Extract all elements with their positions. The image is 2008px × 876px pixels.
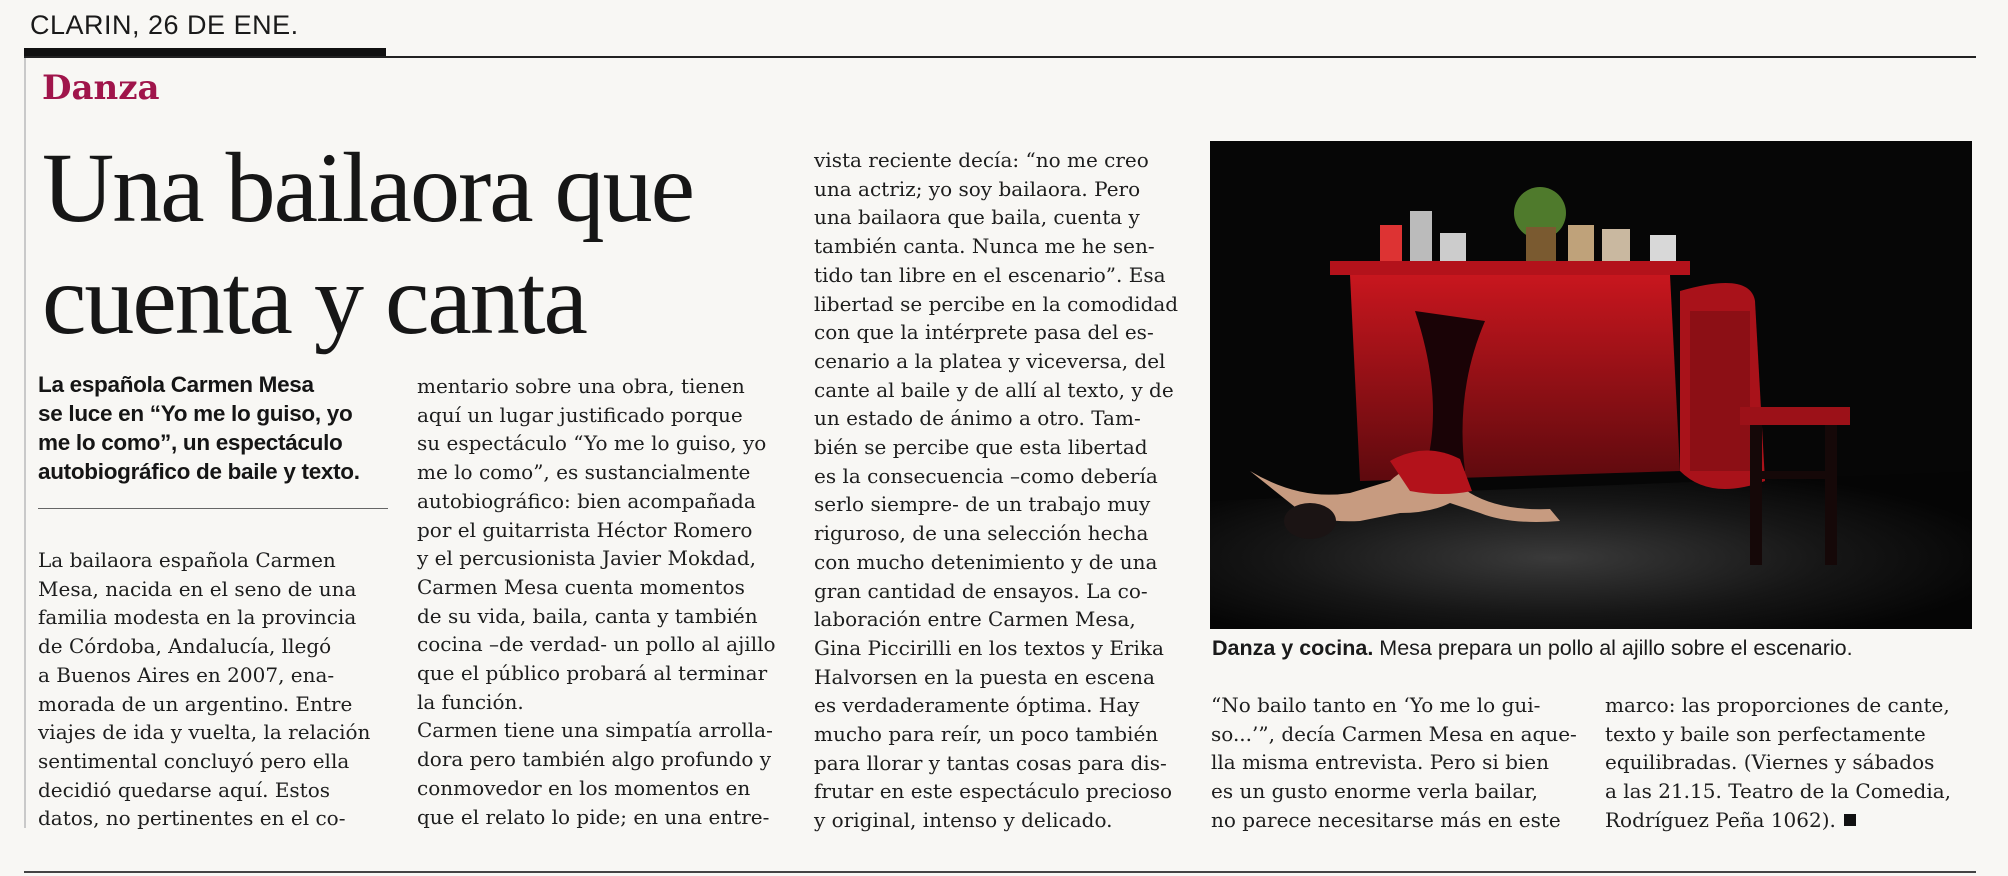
table-cloth (1350, 275, 1680, 481)
body-line: La bailaora española Carmen (38, 548, 336, 572)
body-line: riguroso, de una selección hecha (814, 521, 1149, 546)
caption-lead: Danza y cocina. (1212, 636, 1374, 660)
body-line: la función. (417, 689, 524, 714)
body-line: so...’”, decía Carmen Mesa en aque- (1211, 721, 1577, 746)
body-line: familia modesta en la provincia (38, 605, 357, 630)
subhead-divider (38, 508, 388, 509)
body-line: equilibradas. (Viernes y sábados (1605, 750, 1935, 775)
body-line: cante al baile y de allí al texto, y de (814, 377, 1174, 402)
end-mark-icon (1844, 814, 1856, 826)
body-column-2 (417, 372, 776, 831)
body-line: gran cantidad de ensayos. La co- (814, 578, 1148, 603)
body-line: por el guitarrista Héctor Romero (417, 517, 753, 542)
body-line: cocina –de verdad- un pollo al ajillo (417, 632, 776, 657)
body-line: Gina Piccirilli en los textos y Erika (814, 635, 1164, 660)
photo-caption (1212, 636, 1972, 661)
body-line: dora pero también algo profundo y (417, 747, 772, 772)
body-column-3 (814, 146, 1178, 835)
body-line: me lo como”, es sustancialmente (417, 460, 751, 485)
body-line: lla misma entrevista. Pero si bien (1211, 750, 1550, 775)
body-line: a Buenos Aires en 2007, ena- (38, 662, 335, 687)
headline (42, 132, 782, 356)
body-line: a las 21.15. Teatro de la Comedia, (1605, 779, 1952, 804)
body-line: cenario a la platea y viceversa, del (814, 348, 1166, 373)
body-line: frutar en este espectáculo precioso (814, 779, 1173, 804)
body-line: no parece necesitarse más en este (1211, 807, 1561, 832)
body-line: es la consecuencia –como debería (814, 463, 1158, 488)
body-line: es un gusto enorme verla bailar, (1211, 779, 1538, 804)
body-line: también canta. Nunca me he sen- (814, 234, 1155, 259)
newspaper-source-date: CLARIN, 26 DE ENE. (30, 10, 299, 40)
caption-text: Mesa prepara un pollo al ajillo sobre el escenario. (1373, 636, 1853, 660)
body-line: autobiográfico: bien acompañada (417, 488, 756, 513)
body-line: sentimental concluyó pero ella (38, 748, 350, 773)
body-line: con que la intérprete pasa del es- (814, 320, 1154, 345)
body-line: viajes de ida y vuelta, la relación (38, 720, 371, 745)
body-line: tido tan libre en el escenario”. Esa (814, 262, 1166, 287)
body-line: texto y baile son perfectamente (1605, 721, 1926, 746)
body-line: mucho para reír, un poco también (814, 722, 1159, 747)
body-line: morada de un argentino. Entre (38, 691, 353, 716)
body-line: su espectáculo “Yo me lo guiso, yo (417, 431, 767, 456)
body-column-4 (1211, 691, 1577, 835)
footer-rule (24, 871, 1976, 873)
body-column-1 (38, 546, 370, 833)
body-line: que el relato lo pide; en una entre- (417, 804, 770, 829)
body-line: Carmen tiene una simpatía arrolla- (417, 718, 773, 743)
subhead-line: autobiográfico de baile y texto. (38, 459, 360, 484)
body-line: un estado de ánimo a otro. Tam- (814, 406, 1141, 431)
subheadline (38, 370, 398, 486)
body-line: Mesa, nacida en el seno de una (38, 576, 357, 601)
body-line: Halvorsen en la puesta en escena (814, 664, 1155, 689)
body-line: una bailaora que baila, cuenta y (814, 205, 1140, 230)
left-margin-line (24, 58, 26, 828)
stage-photo (1210, 141, 1972, 629)
body-line: y el percusionista Javier Mokdad, (417, 546, 757, 571)
subhead-line: La española Carmen Mesa (38, 372, 314, 397)
headline-line: Una bailaora que (42, 132, 694, 243)
body-line: es verdaderamente óptima. Hay (814, 693, 1140, 718)
headline-line: cuenta y canta (42, 244, 586, 355)
subhead-line: me lo como”, un espectáculo (38, 430, 343, 455)
body-line: libertad se percibe en la comodidad (814, 291, 1179, 316)
body-line: decidió quedarse aquí. Estos (38, 777, 331, 802)
table-top (1330, 261, 1690, 275)
body-line: conmovedor en los momentos en (417, 775, 751, 800)
body-line: que el público probará al terminar (417, 661, 768, 686)
body-line: marco: las proporciones de cante, (1605, 693, 1950, 717)
body-line: mentario sobre una obra, tienen (417, 374, 745, 398)
body-line: y original, intenso y delicado. (814, 808, 1113, 833)
body-line: datos, no pertinentes en el co- (38, 806, 346, 831)
stage-photo-illustration (1210, 141, 1972, 629)
body-line: de Córdoba, Andalucía, llegó (38, 634, 332, 659)
subhead-line: se luce en “Yo me lo guiso, yo (38, 401, 353, 426)
body-line: serlo siempre- de un trabajo muy (814, 492, 1151, 517)
body-line: una actriz; yo soy bailaora. Pero (814, 176, 1141, 201)
section-label: Danza (42, 68, 160, 108)
body-line: aquí un lugar justificado porque (417, 402, 743, 427)
body-line: con mucho detenimiento y de una (814, 549, 1158, 574)
body-line: Carmen Mesa cuenta momentos (417, 574, 745, 599)
body-line: Rodríguez Peña 1062). (1605, 806, 1951, 835)
body-line: vista reciente decía: “no me creo (814, 148, 1149, 172)
body-line: laboración entre Carmen Mesa, (814, 607, 1136, 632)
body-line: para llorar y tantas cosas para dis- (814, 750, 1167, 775)
body-column-5 (1605, 691, 1951, 835)
body-line: de su vida, baila, canta y también (417, 603, 758, 628)
stool-seat (1740, 407, 1850, 425)
body-line: bién se percibe que esta libertad (814, 435, 1148, 460)
header-thin-rule (24, 56, 1976, 58)
body-line: “No bailo tanto en ‘Yo me lo gui- (1211, 693, 1541, 717)
